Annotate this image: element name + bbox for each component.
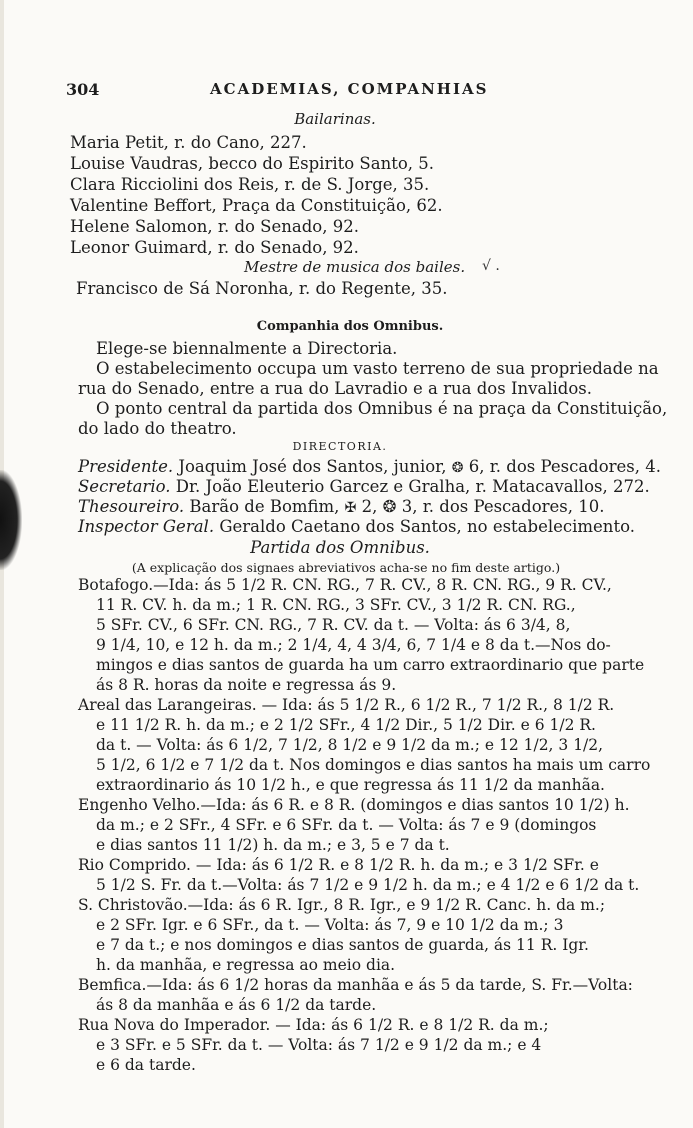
schedule-line: 11 R. CV. h. da m.; 1 R. CN. RG., 3 SFr. CV., 3 1/2 R. CN. RG.,: [96, 596, 576, 614]
schedule-line: Bemfica.—Ida: ás 6 1/2 horas da manhãa e ás 5 da tarde, S. Fr.—Volta:: [78, 976, 633, 994]
directoria-member: [78, 477, 650, 496]
mestre-entry: Francisco de Sá Noronha, r. do Regente, 35.: [76, 279, 448, 298]
schedule-line: Areal das Larangeiras. — Ida: ás 5 1/2 R., 6 1/2 R., 7 1/2 R., 8 1/2 R.: [78, 696, 615, 714]
schedule-line: Rua Nova do Imperador. — Ida: ás 6 1/2 R. e 8 1/2 R. da m.;: [78, 1016, 549, 1034]
bailarina-entry: Maria Petit, r. do Cano, 227.: [70, 133, 307, 152]
schedule-line: S. Christovão.—Ida: ás 6 R. Igr., 8 R. Igr., e 9 1/2 R. Canc. h. da m.;: [78, 896, 606, 914]
schedule-line: da m.; e 2 SFr., 4 SFr. e 6 SFr. da t. — Volta: ás 7 e 9 (domingos: [96, 816, 597, 834]
schedule-line: ás 8 da manhãa e ás 6 1/2 da tarde.: [96, 996, 377, 1014]
bailarina-entry: Clara Ricciolini dos Reis, r. de S. Jorge, 35.: [70, 175, 430, 194]
schedule-line: e 6 da tarde.: [96, 1056, 196, 1074]
bailarina-entry: Leonor Guimard, r. do Senado, 92.: [70, 238, 359, 257]
schedule-line: e dias santos 11 1/2) h. da m.; e 3, 5 e 7 da t.: [96, 836, 450, 854]
omnibus-paragraph: rua do Senado, entre a rua do Lavradio e a rua dos Invalidos.: [78, 379, 593, 398]
schedule-line: Engenho Velho.—Ida: ás 6 R. e 8 R. (domingos e dias santos 10 1/2) h.: [78, 796, 630, 814]
member-text: 2, ❂ 3, r. dos Pescadores, 10.: [356, 497, 605, 516]
running-title: ACADEMIAS, COMPANHIAS: [210, 80, 489, 98]
omnibus-paragraph: O ponto central da partida dos Omnibus é na praça da Constituição,: [96, 399, 668, 418]
schedule-line: Botafogo.—Ida: ás 5 1/2 R. CN. RG., 7 R. CV., 8 R. CN. RG., 9 R. CV.,: [78, 576, 612, 594]
schedule-line: da t. — Volta: ás 6 1/2, 7 1/2, 8 1/2 e 9 1/2 da m.; e 12 1/2, 3 1/2,: [96, 736, 604, 754]
schedule-line: 5 SFr. CV., 6 SFr. CN. RG., 7 R. CV. da t. — Volta: ás 6 3/4, 8,: [96, 616, 571, 634]
schedule-line: h. da manhãa, e regressa ao meio dia.: [96, 956, 396, 974]
omnibus-heading: Companhia dos Omnibus.: [256, 319, 444, 334]
bailarina-entry: Helene Salomon, r. do Senado, 92.: [70, 217, 359, 236]
schedule-line: e 7 da t.; e nos domingos e dias santos de guarda, ás 11 R. Igr.: [96, 936, 589, 954]
omnibus-paragraph: do lado do theatro.: [78, 419, 237, 438]
bailarina-entry: Louise Vaudras, becco do Espirito Santo, 5.: [70, 154, 434, 173]
bailarinas-heading: Bailarinas.: [294, 110, 376, 128]
member-role: Secretario.: [78, 477, 171, 496]
omnibus-paragraph: O estabelecimento occupa um vasto terreno de sua propriedade na: [96, 359, 659, 378]
partida-heading: Partida dos Omnibus.: [250, 538, 430, 557]
member-text: Geraldo Caetano dos Santos, no estabelecimento.: [214, 517, 635, 536]
schedule-line: Rio Comprido. — Ida: ás 6 1/2 R. e 8 1/2 R. h. da m.; e 3 1/2 SFr. e: [78, 856, 599, 874]
bailarina-entry: Valentine Beffort, Praça da Constituição, 62.: [70, 196, 443, 215]
schedule-line: 9 1/4, 10, e 12 h. da m.; 2 1/4, 4, 4 3/4, 6, 7 1/4 e 8 da t.—Nos do-: [96, 636, 611, 654]
member-role: Inspector Geral.: [78, 517, 215, 536]
schedule-line: 5 1/2 S. Fr. da t.—Volta: ás 7 1/2 e 9 1/2 h. da m.; e 4 1/2 e 6 1/2 da t.: [96, 876, 640, 894]
member-text: Dr. João Eleuterio Garcez e Gralha, r. Matacavallos, 272.: [170, 477, 650, 496]
member-text: Barão de Bomfim,: [184, 497, 345, 516]
schedule-line: e 3 SFr. e 5 SFr. da t. — Volta: ás 7 1/2 e 9 1/2 da m.; e 4: [96, 1036, 542, 1054]
schedule-line: e 11 1/2 R. h. da m.; e 2 1/2 SFr., 4 1/2 Dir., 5 1/2 Dir. e 6 1/2 R.: [96, 716, 596, 734]
order-icon: ❂: [451, 460, 464, 476]
margin-mark: √ .: [482, 258, 500, 274]
schedule-line: mingos e dias santos de guarda ha um carro extraordinario que parte: [96, 656, 645, 674]
schedule-line: 5 1/2, 6 1/2 e 7 1/2 da t. Nos domingos e dias santos ha mais um carro: [96, 756, 651, 774]
mestre-heading: Mestre de musica dos bailes.: [244, 258, 466, 276]
directoria-member: [78, 517, 635, 536]
directoria-heading: DIRECTORIA.: [292, 440, 388, 453]
page-number: 304: [66, 80, 100, 99]
schedule-line: extraordinario ás 10 1/2 h., e que regressa ás 11 1/2 da manhãa.: [96, 776, 605, 794]
directoria-member: [78, 457, 661, 478]
cross-icon: ✠: [344, 500, 357, 516]
member-role: Thesoureiro.: [78, 497, 185, 516]
omnibus-paragraph: Elege-se biennalmente a Directoria.: [96, 339, 398, 358]
schedule-line: e 2 SFr. Igr. e 6 SFr., da t. — Volta: ás 7, 9 e 10 1/2 da m.; 3: [96, 916, 564, 934]
member-role: Presidente.: [78, 457, 174, 476]
member-text: 6, r. dos Pescadores, 4.: [463, 457, 662, 476]
directoria-member: [78, 497, 605, 518]
running-header: [66, 80, 626, 102]
schedule-line: ás 8 R. horas da noite e regressa ás 9.: [96, 676, 397, 694]
member-text: Joaquim José dos Santos, junior,: [173, 457, 452, 476]
binding-shadow: [0, 470, 22, 570]
partida-note: (A explicação dos signaes abreviativos acha-se no fim deste artigo.): [131, 560, 561, 575]
